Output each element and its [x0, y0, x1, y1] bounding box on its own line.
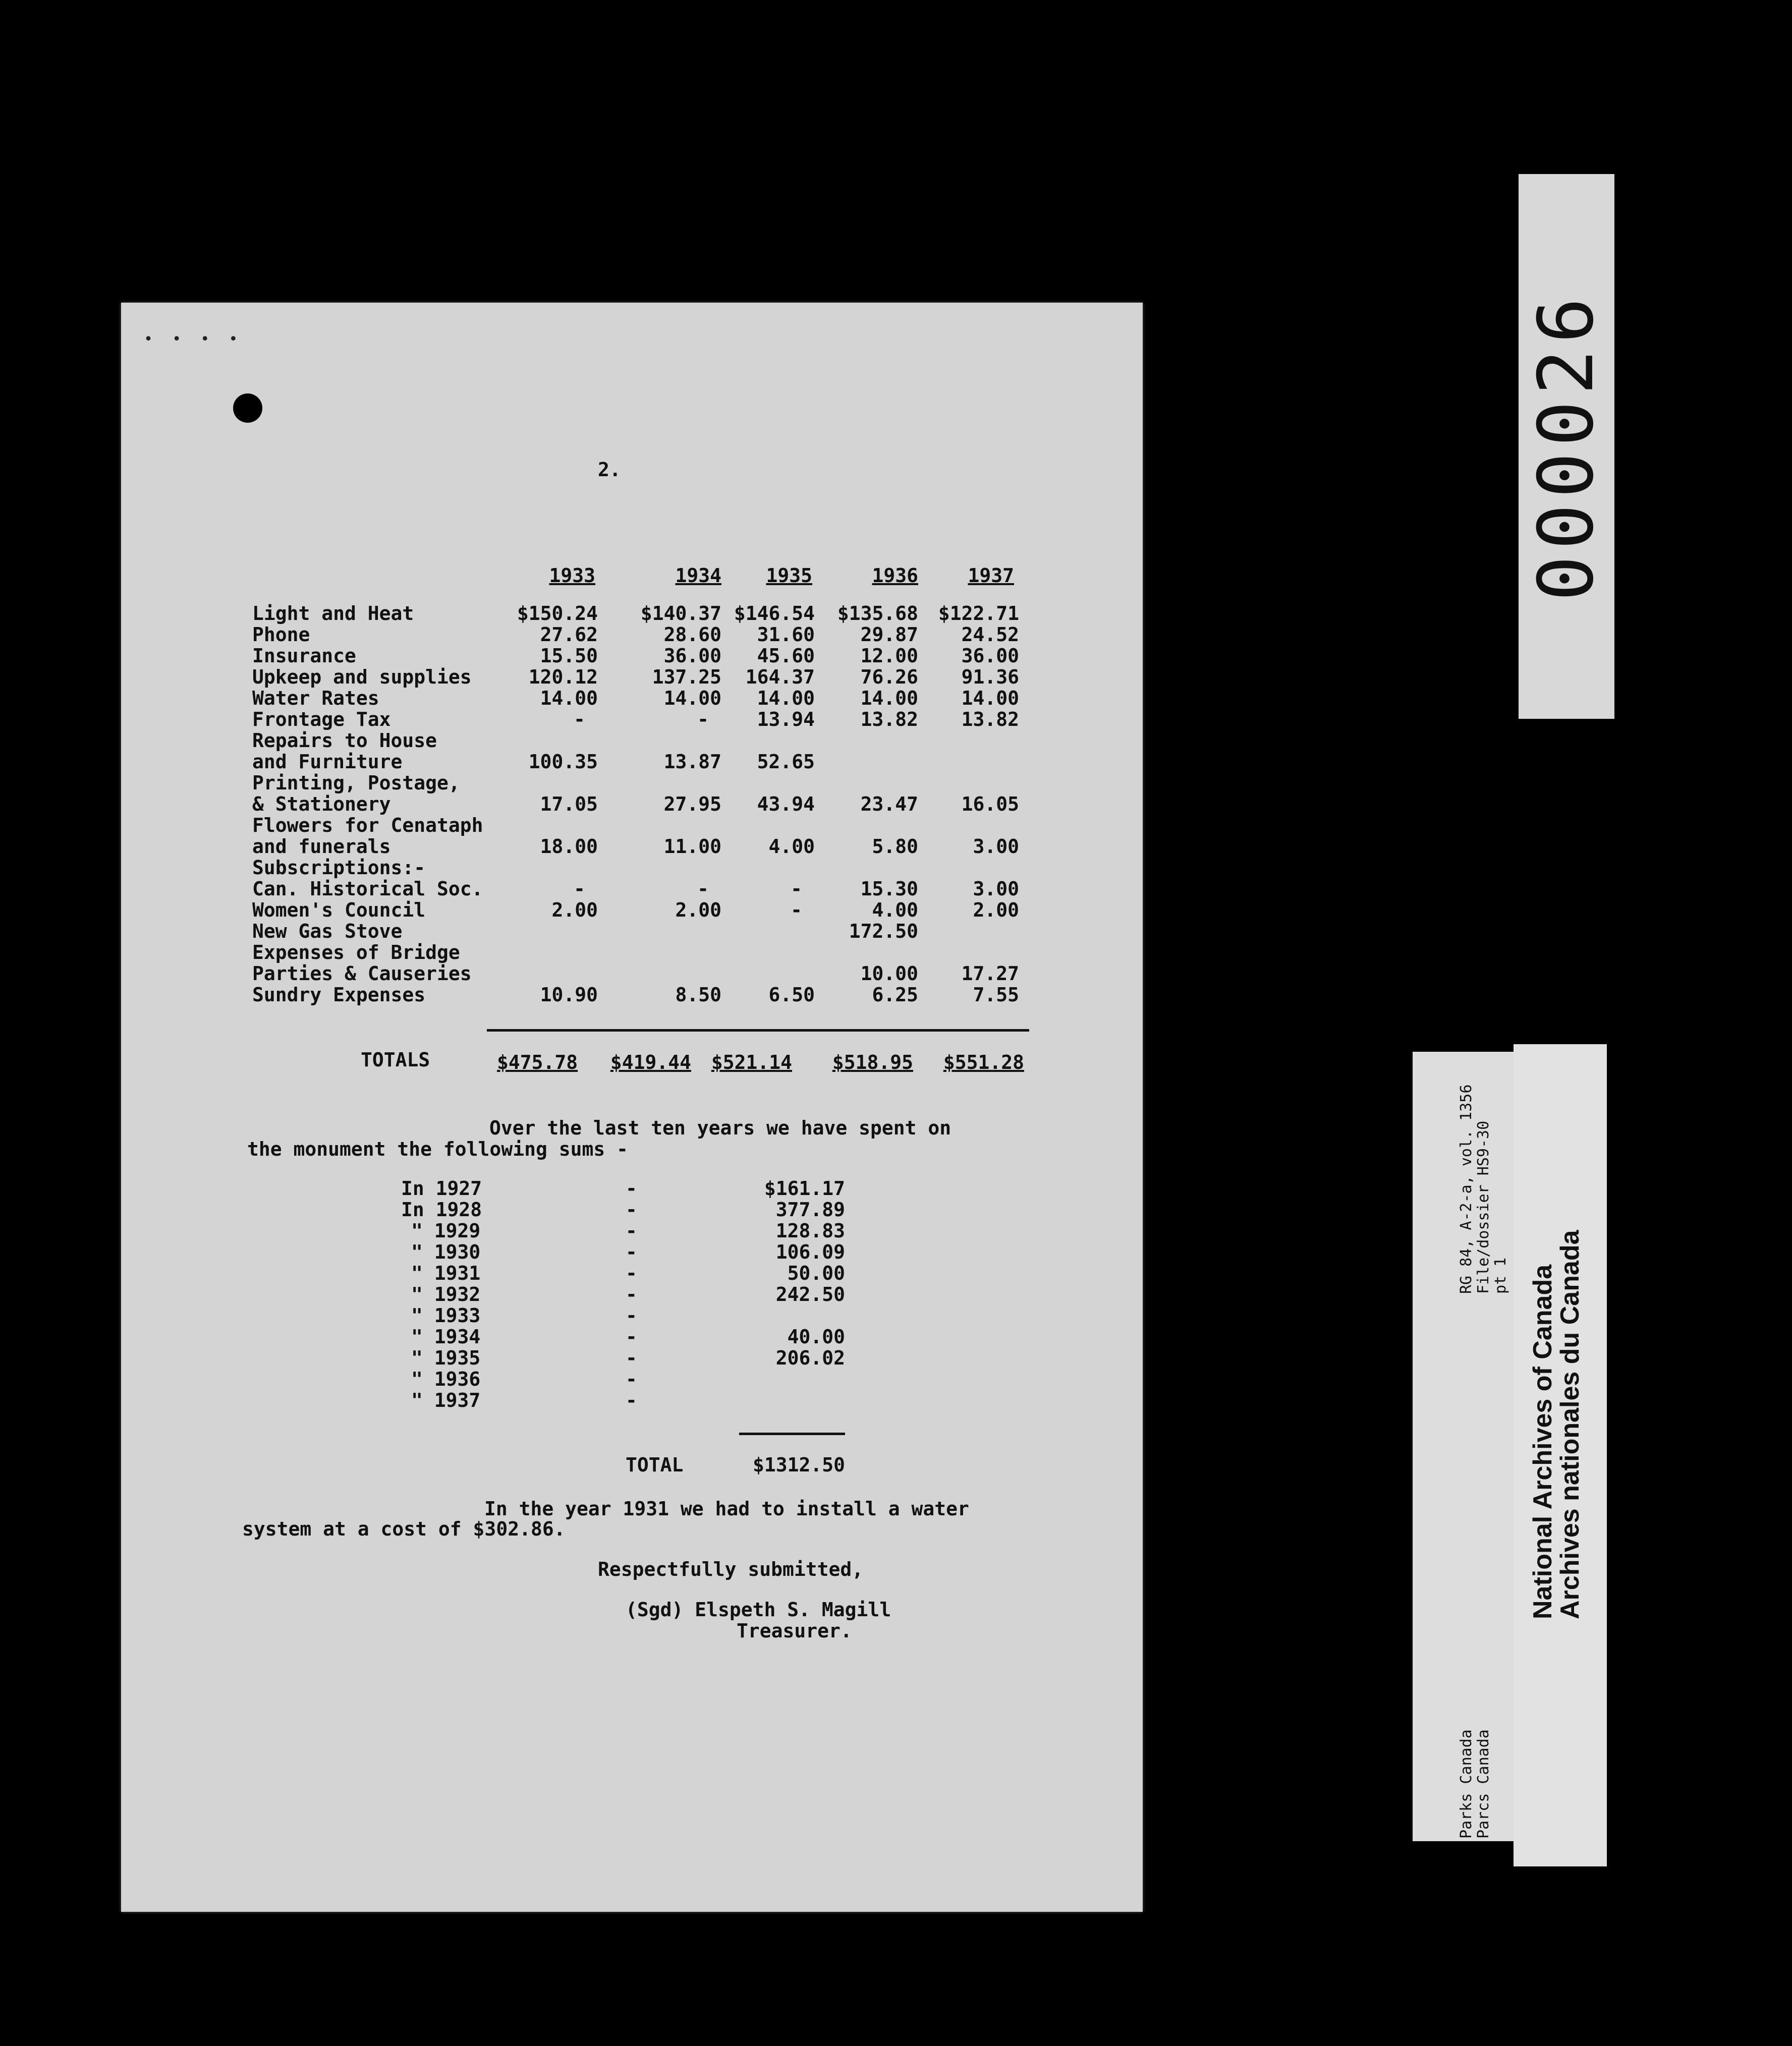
row-value: 6.50 [768, 984, 815, 1006]
row-label: Expenses of Bridge [252, 941, 460, 963]
row-value: 137.25 [652, 666, 721, 688]
row-value: 172.50 [849, 920, 918, 942]
year-header: 1933 [549, 564, 595, 587]
row-value: 28.60 [663, 623, 721, 646]
row-label: Can. Historical Soc. [252, 878, 483, 900]
row-value: - [697, 878, 709, 900]
reference-line1: RG 84, A-2-a, vol. 1356 [1458, 1084, 1475, 1294]
page-number: 2. [598, 459, 621, 481]
monument-dash: - [626, 1241, 637, 1263]
frame-number: 000026 [1523, 292, 1611, 601]
row-value: - [574, 878, 585, 900]
row-value: 15.30 [860, 878, 918, 900]
total-value: $518.95 [832, 1051, 913, 1073]
row-label: Printing, Postage, [252, 772, 460, 794]
monument-total-label: TOTAL [626, 1454, 684, 1476]
row-value: 27.95 [663, 793, 721, 815]
institution-english: National Archives of Canada [1528, 1264, 1557, 1619]
year-header: 1934 [675, 564, 721, 587]
row-value: 4.00 [768, 835, 815, 858]
reference-line3: pt 1 [1492, 1257, 1509, 1294]
monument-amount: 50.00 [787, 1262, 845, 1284]
row-value: 12.00 [860, 645, 918, 667]
monument-dash: - [626, 1283, 637, 1305]
row-label: Flowers for Cenataph [252, 814, 483, 836]
monument-amount: 206.02 [775, 1347, 845, 1369]
row-value: 3.00 [973, 835, 1019, 858]
national-archives-card [1514, 1044, 1607, 1866]
punch-hole [233, 393, 262, 423]
row-value: 31.60 [757, 623, 815, 646]
row-value: - [697, 708, 709, 730]
row-value: - [791, 899, 802, 921]
monument-year: " 1933 [411, 1304, 481, 1327]
water-line1: In the year 1931 we had to install a water [484, 1498, 969, 1520]
row-value: 13.82 [860, 708, 918, 730]
row-label: Subscriptions:- [252, 857, 426, 879]
row-label: Phone [252, 623, 310, 646]
row-value: 91.36 [961, 666, 1019, 688]
monument-intro-line2: the monument the following sums - [247, 1138, 628, 1160]
row-value: 23.47 [860, 793, 918, 815]
row-value: 5.80 [872, 835, 918, 858]
document-page [121, 303, 1143, 1912]
row-value: 3.00 [973, 878, 1019, 900]
monument-year: " 1931 [411, 1262, 481, 1284]
row-value: 14.00 [663, 687, 721, 709]
monument-year: " 1930 [411, 1241, 481, 1263]
row-value: 13.94 [757, 708, 815, 730]
row-value: $122.71 [938, 602, 1019, 624]
row-label: Upkeep and supplies [252, 666, 472, 688]
row-value: 13.82 [961, 708, 1019, 730]
row-value: 13.87 [663, 751, 721, 773]
monument-year: " 1935 [411, 1347, 481, 1369]
row-value: 10.90 [540, 984, 598, 1006]
row-value: 2.00 [551, 899, 598, 921]
row-label: Water Rates [252, 687, 379, 709]
row-value: 10.00 [860, 962, 918, 985]
row-label: New Gas Stove [252, 920, 403, 942]
monument-total: $1312.50 [752, 1454, 845, 1476]
row-label: and Furniture [252, 751, 403, 773]
monument-amount: 242.50 [775, 1283, 845, 1305]
monument-amount: 128.83 [775, 1220, 845, 1242]
row-value: $135.68 [837, 602, 918, 624]
row-value: 7.55 [973, 984, 1019, 1006]
row-label: Light and Heat [252, 602, 414, 624]
row-value: $150.24 [517, 602, 598, 624]
monument-dash: - [626, 1220, 637, 1242]
row-value: 29.87 [860, 623, 918, 646]
agency-line2: Parcs Canada [1475, 1729, 1492, 1839]
row-label: Insurance [252, 645, 356, 667]
monument-year: " 1932 [411, 1283, 481, 1305]
institution-french: Archives nationales du Canada [1555, 1230, 1585, 1619]
agency-line1: Parks Canada [1458, 1729, 1475, 1839]
monument-amount: $161.17 [764, 1177, 845, 1200]
monument-total-rule [739, 1433, 845, 1435]
signature: (Sgd) Elspeth S. Magill [626, 1599, 891, 1621]
row-value: 164.37 [745, 666, 815, 688]
monument-year: In 1928 [401, 1199, 482, 1221]
monument-dash: - [626, 1304, 637, 1327]
row-label: Sundry Expenses [252, 984, 426, 1006]
signer-title: Treasurer. [737, 1620, 852, 1642]
row-value: 36.00 [961, 645, 1019, 667]
monument-dash: - [626, 1262, 637, 1284]
reference-line2: File/dossier HS9-30 [1475, 1120, 1492, 1294]
year-header: 1937 [968, 564, 1014, 587]
monument-year: " 1934 [411, 1326, 481, 1348]
row-label: Repairs to House [252, 729, 437, 752]
row-value: 8.50 [675, 984, 721, 1006]
row-value: 36.00 [663, 645, 721, 667]
total-value: $551.28 [943, 1051, 1024, 1073]
year-header: 1935 [766, 564, 812, 587]
monument-dash: - [626, 1347, 637, 1369]
monument-dash: - [626, 1368, 637, 1390]
monument-year: " 1929 [411, 1220, 481, 1242]
year-header: 1936 [872, 564, 918, 587]
monument-year: " 1936 [411, 1368, 481, 1390]
row-value: 43.94 [757, 793, 815, 815]
row-value: 2.00 [675, 899, 721, 921]
row-value: 17.05 [540, 793, 598, 815]
row-label: and funerals [252, 835, 391, 858]
row-value: 14.00 [860, 687, 918, 709]
monument-dash: - [626, 1177, 637, 1200]
totals-label: TOTALS [361, 1049, 430, 1071]
row-value: 18.00 [540, 835, 598, 858]
row-value: 14.00 [540, 687, 598, 709]
totals-rule [487, 1029, 1029, 1032]
row-value: 11.00 [663, 835, 721, 858]
frame-number-label [1519, 174, 1614, 719]
row-value: 27.62 [540, 623, 598, 646]
monument-intro-line1: Over the last ten years we have spent on [489, 1117, 951, 1139]
corner-marks: • • • • [144, 330, 243, 348]
row-value: 100.35 [528, 751, 598, 773]
row-value: - [574, 708, 585, 730]
row-value: 52.65 [757, 751, 815, 773]
row-label: Women's Council [252, 899, 426, 921]
row-value: 45.60 [757, 645, 815, 667]
row-value: $146.54 [734, 602, 815, 624]
row-value: 14.00 [961, 687, 1019, 709]
monument-amount: 377.89 [775, 1199, 845, 1221]
row-value: 120.12 [528, 666, 598, 688]
salutation: Respectfully submitted, [598, 1558, 864, 1580]
row-value: 76.26 [860, 666, 918, 688]
row-label: & Stationery [252, 793, 391, 815]
monument-dash: - [626, 1389, 637, 1411]
row-value: 15.50 [540, 645, 598, 667]
row-label: Parties & Causeries [252, 962, 472, 985]
water-line2: system at a cost of $302.86. [242, 1518, 566, 1540]
row-value: 24.52 [961, 623, 1019, 646]
monument-dash: - [626, 1326, 637, 1348]
monument-amount: 40.00 [787, 1326, 845, 1348]
total-value: $521.14 [711, 1051, 792, 1073]
total-value: $419.44 [610, 1051, 691, 1073]
row-value: 2.00 [973, 899, 1019, 921]
row-value: - [791, 878, 802, 900]
row-label: Frontage Tax [252, 708, 391, 730]
archive-reference-card [1413, 1052, 1519, 1841]
total-value: $475.78 [497, 1051, 578, 1073]
row-value: 14.00 [757, 687, 815, 709]
row-value: 6.25 [872, 984, 918, 1006]
monument-year: In 1927 [401, 1177, 482, 1200]
monument-dash: - [626, 1199, 637, 1221]
monument-amount: 106.09 [775, 1241, 845, 1263]
monument-year: " 1937 [411, 1389, 481, 1411]
row-value: 16.05 [961, 793, 1019, 815]
row-value: 17.27 [961, 962, 1019, 985]
row-value: $140.37 [640, 602, 721, 624]
row-value: 4.00 [872, 899, 918, 921]
